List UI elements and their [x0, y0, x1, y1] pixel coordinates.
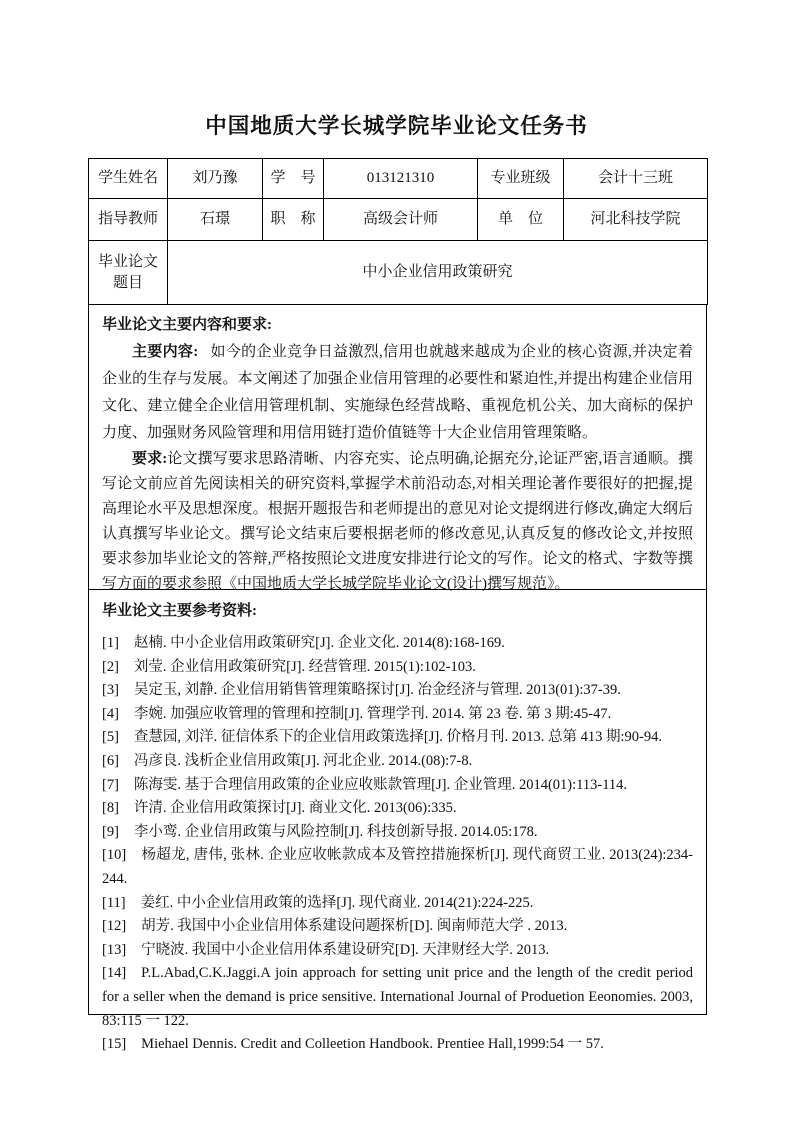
- reference-item: [102, 774, 693, 798]
- reference-text: 姜红. 中小企业信用政策的选择[J]. 现代商业. 2014(21):224-225.: [140, 894, 534, 911]
- reference-item: [102, 821, 693, 845]
- main-content-text: 如今的企业竞争日益激烈,信用也就越来越成为企业的核心资源,并决定着企业的生存与发展。本文阐述了加强企业信用管理的必要性和紧迫性,并提出构建企业信用文化、建立健全企业信用管理机制、实施绿色经营战略、重视危机公关、加大商标的保护力度、加强财务风险管理和用信用链打造价值链等十大企业信用管理策略。: [102, 344, 693, 441]
- unit-value: 河北科技学院: [564, 199, 708, 241]
- reference-number: [13]: [102, 941, 127, 958]
- reference-text: 吴定玉, 刘静. 企业信用销售管理策略探讨[J]. 冶金经济与管理. 2013(01):37-39.: [133, 682, 621, 699]
- reference-number: [3]: [102, 682, 119, 699]
- table-row: [89, 199, 708, 241]
- reference-item: [102, 892, 693, 916]
- reference-number: [2]: [102, 658, 119, 675]
- reference-text: 查慧园, 刘洋. 征信体系下的企业信用政策选择[J]. 价格月刊. 2013. 总第 413 期:90-94.: [133, 729, 662, 746]
- reference-number: [1]: [102, 635, 119, 651]
- reference-number: [6]: [102, 752, 119, 769]
- reference-item: [102, 632, 693, 656]
- unit-label: 单 位: [478, 199, 564, 241]
- reference-item: [102, 726, 693, 750]
- class-label: 专业班级: [478, 159, 564, 199]
- reference-text: 李小鸾. 企业信用政策与风险控制[J]. 科技创新导报. 2014.05:178.: [133, 823, 538, 840]
- thesis-title-label: 毕业论文题目: [89, 241, 168, 305]
- reference-text: 冯彦良. 浅析企业信用政策[J]. 河北企业. 2014.(08):7-8.: [133, 752, 473, 769]
- page-title: 中国地质大学长城学院毕业论文任务书: [205, 114, 588, 138]
- info-table: [88, 158, 708, 305]
- job-title-label: 职 称: [263, 199, 324, 241]
- reference-text: Miehael Dennis. Credit and Colleetion Handbook. Prentiee Hall,1999:54 一 57.: [141, 1036, 604, 1053]
- reference-text: 杨超龙, 唐伟, 张林. 企业应收帐款成本及管控措施探析[J]. 现代商贸工业. 2013(24):234-244.: [102, 847, 693, 887]
- references-section: [88, 590, 707, 1053]
- student-name-value: 刘乃豫: [168, 159, 263, 199]
- thesis-title-value: 中小企业信用政策研究: [168, 241, 708, 305]
- reference-number: [12]: [102, 918, 127, 935]
- job-title-value: 高级会计师: [324, 199, 478, 241]
- student-name-label: 学生姓名: [89, 159, 168, 199]
- reference-text: 刘莹. 企业信用政策研究[J]. 经营管理. 2015(1):102-103.: [133, 658, 476, 675]
- table-row: [89, 159, 708, 199]
- student-id-value: 013121310: [324, 159, 478, 199]
- requirements-text: 论文撰写要求思路清晰、内容充实、论点明确,论据充分,论证严密,语言通顺。撰写论文前应首先阅读相关的研究资料,掌握学术前沿动态,对相关理论著作要很好的把握,提高理论水平及思想深度。根据开题报告和老师提出的意见对论文提纲进行修改,确定大纲后认真撰写毕业论文。撰写论文结束后要根据老师的修改意见,认真反复的修改论文,并按照要求参加毕业论文的答辩,严格按照论文进度安排进行论文的写作。论文的格式、字数等撰写方面的要求参照《中国地质大学长城学院毕业论文(设计)撰写规范》。: [102, 451, 693, 592]
- reference-number: [11]: [102, 894, 126, 911]
- references-section-heading: 毕业论文主要参考资料:: [102, 603, 257, 619]
- reference-item: [102, 750, 693, 774]
- reference-item: [102, 962, 693, 1033]
- reference-number: [8]: [102, 800, 119, 817]
- reference-text: 胡芳. 我国中小企业信用体系建设问题探析[D]. 闽南师范大学 . 2013.: [141, 918, 568, 935]
- reference-item: [102, 703, 693, 727]
- reference-number: [4]: [102, 705, 119, 722]
- reference-item: [102, 915, 693, 939]
- content-section-heading: 毕业论文主要内容和要求:: [102, 317, 272, 333]
- class-value: 会计十三班: [564, 159, 708, 199]
- reference-number: [14]: [102, 965, 127, 982]
- main-content-label: 主要内容:: [132, 344, 199, 360]
- reference-text: 许清. 企业信用政策探讨[J]. 商业文化. 2013(06):335.: [133, 800, 457, 817]
- main-content-paragraph: [102, 339, 693, 447]
- reference-item: [102, 656, 693, 680]
- reference-item: [102, 939, 693, 963]
- reference-item: [102, 679, 693, 703]
- reference-number: [9]: [102, 823, 119, 840]
- reference-number: [5]: [102, 729, 119, 746]
- requirements-label: 要求:: [132, 451, 168, 467]
- reference-number: [7]: [102, 776, 119, 793]
- table-row: [89, 241, 708, 305]
- reference-text: 赵楠. 中小企业信用政策研究[J]. 企业文化. 2014(8):168-169.: [133, 635, 505, 651]
- reference-text: 陈海雯. 基于合理信用政策的企业应收账款管理[J]. 企业管理. 2014(01):113-114.: [133, 776, 628, 793]
- advisor-name-value: 石璟: [168, 199, 263, 241]
- reference-number: [15]: [102, 1036, 127, 1053]
- reference-number: [10]: [102, 847, 127, 864]
- requirements-paragraph: [102, 447, 693, 597]
- reference-text: 李婉. 加强应收管理的管理和控制[J]. 管理学刊. 2014. 第 23 卷. 第 3 期:45-47.: [133, 705, 612, 722]
- reference-item: [102, 1033, 693, 1057]
- reference-text: P.L.Abad,C.K.Jaggi.A join approach for setting unit price and the length of the credit period for a seller when the demand is price sensitive. International Journal of Produetion Eeonomies. 2003, 83:115 一 122.: [102, 965, 693, 1029]
- advisor-label: 指导教师: [89, 199, 168, 241]
- reference-text: 宁晓波. 我国中小企业信用体系建设研究[D]. 天津财经大学. 2013.: [141, 941, 550, 958]
- content-requirements-section: [88, 305, 707, 590]
- reference-item: [102, 797, 693, 821]
- student-id-label: 学 号: [263, 159, 324, 199]
- reference-item: [102, 844, 693, 891]
